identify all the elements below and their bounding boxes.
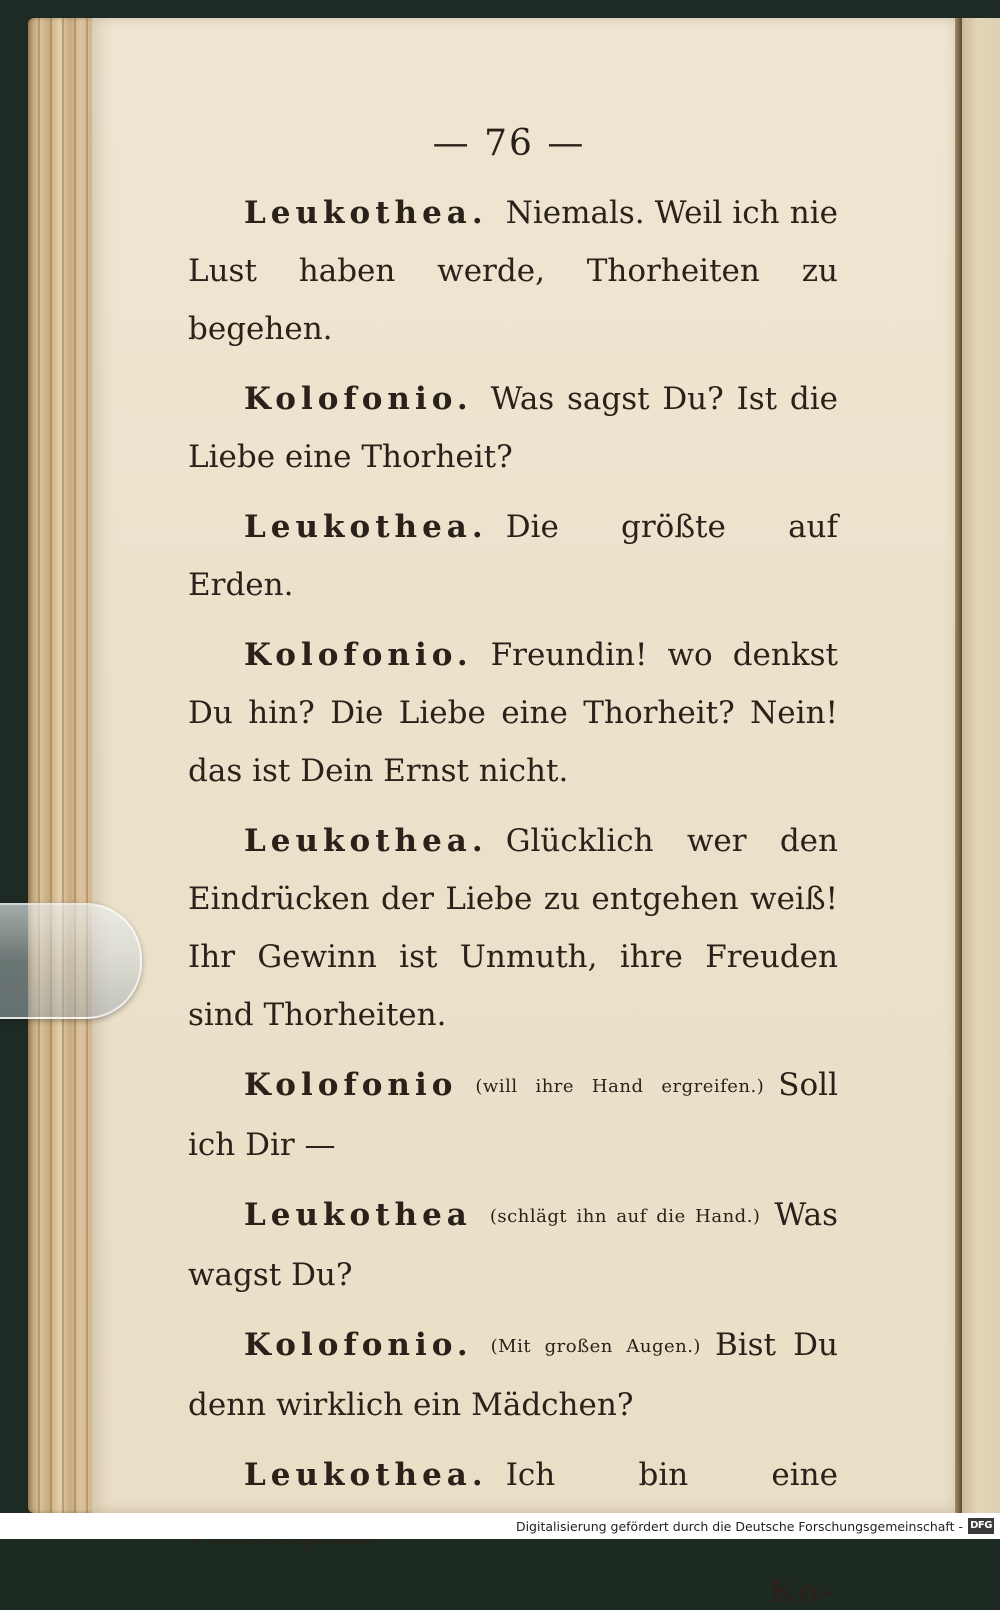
stage-direction: (will ihre Hand ergreifen.) [475, 1076, 765, 1097]
page-text [188, 120, 838, 1610]
book-clip [0, 903, 142, 1019]
speaker-name: Kolofonio. [244, 637, 473, 673]
speaker-name: Leukothea. [244, 1457, 488, 1493]
speaker-name: Leukothea [244, 1197, 472, 1233]
stage-direction: (schlägt ihn auf die Hand.) [489, 1206, 761, 1227]
digitization-credit: Digitalisierung gefördert durch die Deutsche Forschungsgemeinschaft - [515, 1518, 963, 1534]
dialogue-paragraph [188, 1056, 838, 1174]
dialogue-text: Niemals. Weil ich nie Lust haben werde, Thorheiten zu begehen. [188, 195, 838, 347]
dialogue-paragraph [188, 1316, 838, 1434]
speaker-name: Kolofonio. [244, 1327, 473, 1363]
speaker-name: Leukothea. [244, 509, 488, 545]
speaker-name: Leukothea. [244, 823, 488, 859]
dialogue-paragraph [188, 1186, 838, 1304]
facing-page-edge [962, 18, 1000, 1513]
page-number: — 76 — [432, 123, 586, 164]
speaker-name: Leukothea. [244, 195, 488, 231]
speaker-name: Kolofonio. [244, 381, 473, 417]
dialogue-text: Bist Du denn wirklich ein Mädchen? [188, 1327, 838, 1423]
dialogue-paragraph [188, 626, 838, 800]
dialogue-paragraph [188, 184, 838, 358]
dialogue-text: Was wagst Du? [188, 1197, 838, 1293]
dialogue-text: Was sagst Du? Ist die Liebe eine Thorheit? [188, 381, 838, 475]
footer-bar [0, 1513, 1000, 1539]
catchword: Ko- [769, 1574, 838, 1610]
dialogue-paragraph [188, 812, 838, 1044]
book-page-edges [28, 18, 98, 1513]
book-gutter [955, 18, 962, 1513]
dialogue-paragraph [188, 1446, 838, 1562]
dialogue-text: Glücklich wer den Eindrücken der Liebe zu entgehen weiß! Ihr Gewinn ist Unmuth, ihre Freuden sind Thorheiten. [188, 823, 838, 1033]
dialogue-text: Die größte auf Erden. [188, 509, 838, 603]
dialogue-text: Freundin! wo denkst Du hin? Die Liebe eine Thorheit? Nein! das ist Dein Ernst nicht. [188, 637, 838, 789]
dialogue [188, 184, 838, 1562]
speaker-name: Kolofonio [244, 1067, 458, 1103]
dialogue-text: Ich bin eine [505, 1457, 838, 1493]
dfg-logo: DFG [968, 1518, 994, 1534]
stage-direction: (Mit großen Augen.) [490, 1336, 701, 1357]
dialogue-paragraph [188, 498, 838, 614]
dialogue-text: Soll ich Dir — [188, 1067, 838, 1163]
dialogue-paragraph [188, 370, 838, 486]
